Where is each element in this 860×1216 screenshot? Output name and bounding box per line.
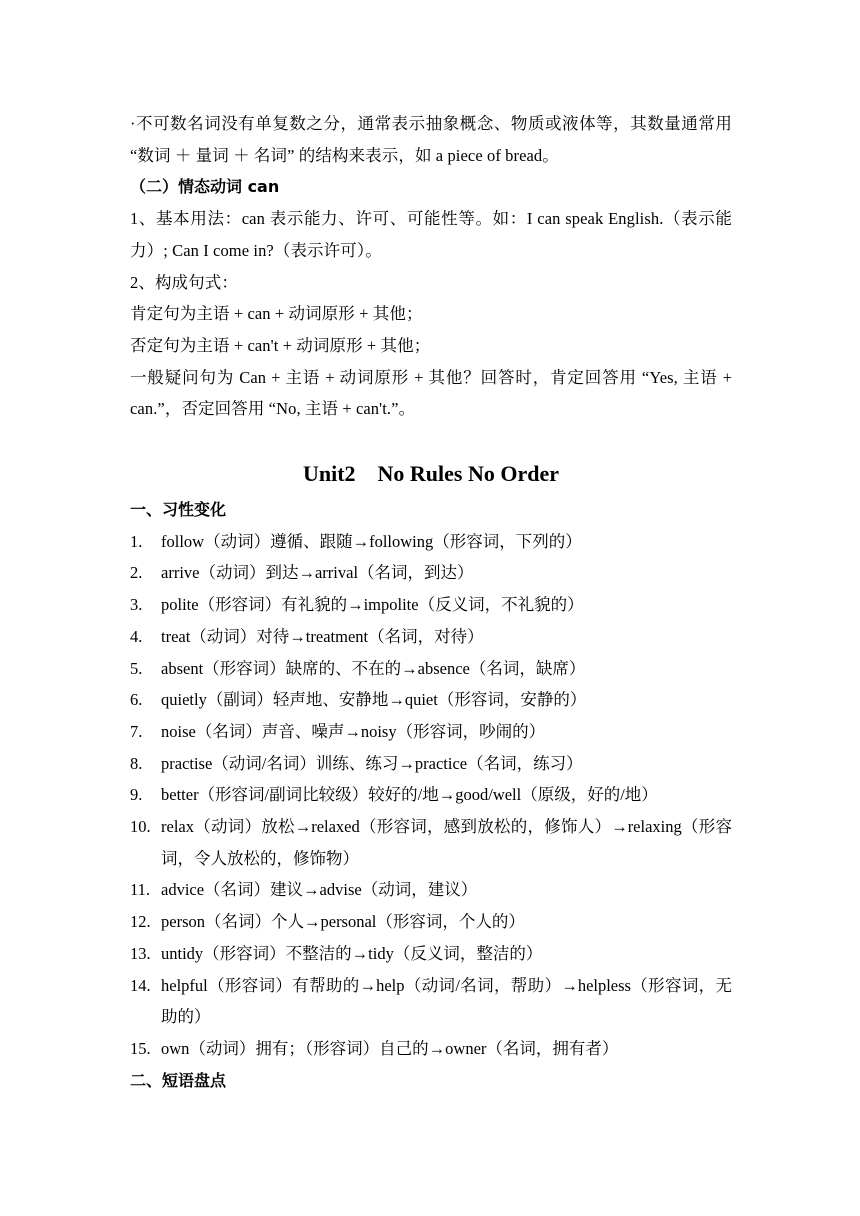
list-item	[130, 684, 732, 716]
item-text: follow（动词）遵循、跟随→following（形容词，下列的）	[161, 531, 582, 551]
item-text: polite（形容词）有礼貌的→impolite（反义词，不礼貌的）	[161, 595, 584, 615]
sentence-patterns-label: 2、构成句式：	[130, 272, 238, 292]
list-item	[130, 716, 732, 748]
list-item	[130, 589, 732, 621]
item-number: 9.	[130, 785, 143, 805]
modal-verb-heading: （二）情态动词 can	[130, 177, 280, 197]
item-number: 4.	[130, 626, 143, 646]
question-pattern: 一般疑问句为 Can + 主语 + 动词原形 + 其他？回答时，肯定回答用 “Yes, 主语 + can.”，否定回答用 “No, 主语 + can't.”。	[130, 367, 732, 419]
list-item	[130, 779, 732, 811]
item-text: helpful（形容词）有帮助的→help（动词/名词，帮助）→helpless（形容词，无助的）	[161, 975, 732, 1027]
item-number: 12.	[130, 912, 151, 932]
item-text: untidy（形容词）不整洁的→tidy（反义词，整洁的）	[161, 943, 543, 963]
item-number: 6.	[130, 690, 143, 710]
list-item	[130, 906, 732, 938]
unit-title: Unit2 No Rules No Order	[302, 461, 560, 487]
item-text: noise（名词）声音、噪声→noisy（形容词，吵闹的）	[161, 721, 546, 741]
list-item	[130, 811, 732, 874]
uncountable-noun-paragraph: ·不可数名词没有单复数之分，通常表示抽象概念、物质或液体等，其数量通常用 “数词 ＋ 量词 ＋ 名词” 的结构来表示，如 a piece of bread。	[130, 114, 732, 165]
item-text: person（名词）个人→personal（形容词，个人的）	[161, 912, 525, 932]
item-text: practise（动词/名词）训练、练习→practice（名词，练习）	[161, 753, 583, 773]
list-item	[130, 970, 732, 1033]
list-item	[130, 748, 732, 780]
item-text: own（动词）拥有；（形容词）自己的→owner（名词，拥有者）	[161, 1038, 619, 1058]
item-number: 11.	[130, 880, 151, 900]
document-page	[130, 108, 732, 1096]
item-number: 8.	[130, 753, 143, 773]
item-number: 5.	[130, 658, 143, 678]
list-item	[130, 557, 732, 589]
item-number: 7.	[130, 721, 143, 741]
list-item	[130, 938, 732, 970]
item-number: 15.	[130, 1038, 151, 1058]
item-text: advice（名词）建议→advise（动词，建议）	[161, 880, 478, 900]
item-number: 3.	[130, 595, 143, 615]
item-number: 13.	[130, 943, 151, 963]
item-number: 14.	[130, 975, 151, 995]
section-word-changes-heading: 一、习性变化	[130, 500, 227, 520]
list-item	[130, 621, 732, 653]
word-change-list	[130, 526, 732, 1065]
affirmative-pattern: 肯定句为主语 + can + 动词原形 + 其他；	[130, 304, 423, 324]
item-text: arrive（动词）到达→arrival（名词，到达）	[161, 563, 474, 583]
section-phrases-heading: 二、短语盘点	[130, 1070, 227, 1090]
item-text: quietly（副词）轻声地、安静地→quiet（形容词，安静的）	[161, 690, 587, 710]
negative-pattern: 否定句为主语 + can't + 动词原形 + 其他；	[130, 335, 431, 355]
item-number: 2.	[130, 563, 143, 583]
item-number: 10.	[130, 817, 151, 837]
item-text: better（形容词/副词比较级）较好的/地→good/well（原级，好的/地）	[161, 785, 658, 805]
item-text: absent（形容词）缺席的、不在的→absence（名词，缺席）	[161, 658, 586, 678]
list-item	[130, 1033, 732, 1065]
item-text: relax（动词）放松→relaxed（形容词，感到放松的，修饰人）→relaxing（形容词，令人放松的，修饰物）	[161, 817, 732, 868]
item-text: treat（动词）对待→treatment（名词，对待）	[161, 626, 484, 646]
list-item	[130, 874, 732, 906]
basic-usage-paragraph: 1、基本用法：can 表示能力、许可、可能性等。如：I can speak English.（表示能力）; Can I come in?（表示许可）。	[130, 209, 732, 260]
item-number: 1.	[130, 531, 143, 551]
list-item	[130, 653, 732, 685]
list-item	[130, 526, 732, 558]
